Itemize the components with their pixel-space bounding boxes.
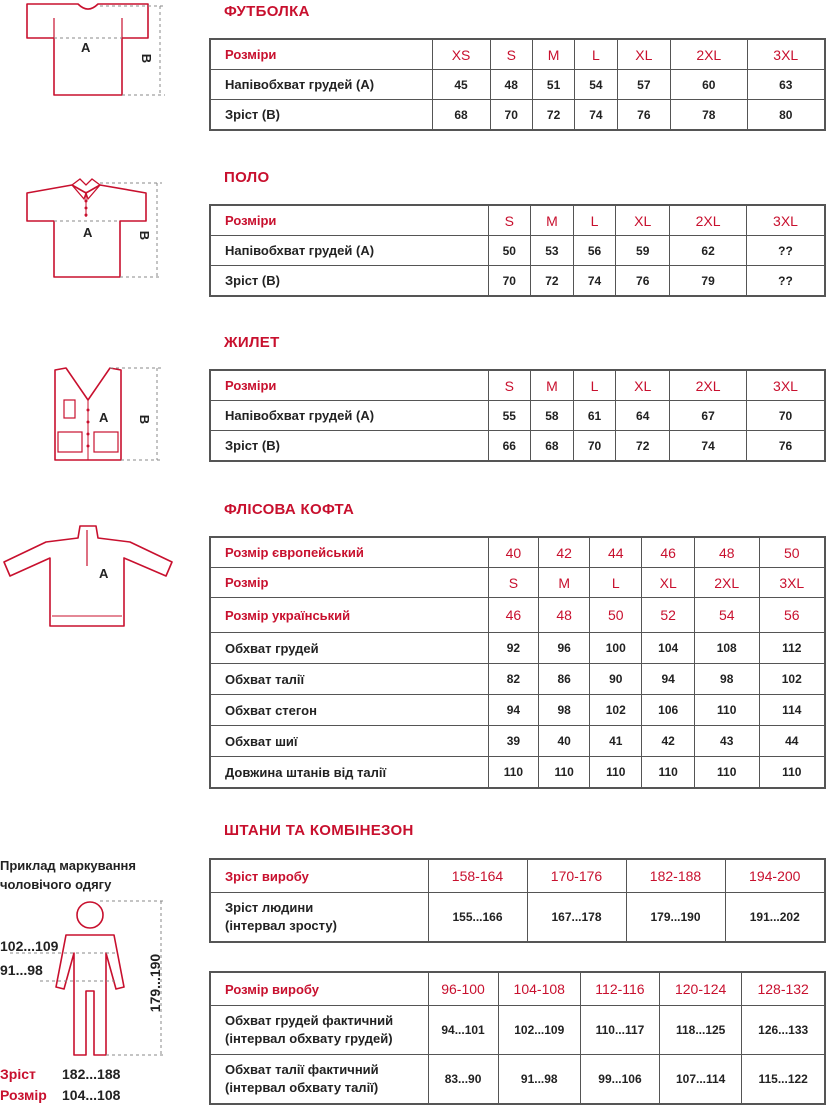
table-row: Обхват грудей 92 96 100 104 108 112: [210, 633, 825, 664]
pants-height-table: [209, 858, 826, 943]
table-row: Розміри S M L XL 2XL 3XL: [210, 370, 825, 401]
vest-title: ЖИЛЕТ: [224, 334, 280, 351]
example-height-range: 179...190: [147, 953, 164, 1013]
table-row: Обхват талії фактичний (інтервал обхвату талії) 83...90 91...98 99...106 107...114 115...122: [210, 1055, 825, 1105]
vest-label-b: B: [137, 414, 153, 425]
vest-label-a: A: [99, 410, 109, 425]
table-row: Розміри S M L XL 2XL 3XL: [210, 205, 825, 236]
table-row: Напівобхват грудей (А) 50 53 56 59 62 ??: [210, 236, 825, 266]
polo-label-a: A: [83, 225, 93, 240]
man-silhouette-icon: [0, 895, 200, 1065]
tshirt-title: ФУТБОЛКА: [224, 3, 310, 20]
tshirt-icon: [0, 0, 200, 110]
table-row: Довжина штанів від талії 110 110 110 110 110 110: [210, 757, 825, 789]
polo-icon: [0, 175, 200, 285]
example-title: Приклад маркування чоловічого одягу: [0, 858, 136, 892]
polo-label-b: B: [137, 230, 153, 241]
fleece-size-table: [209, 536, 826, 789]
fleece-title: ФЛІСОВА КОФТА: [224, 501, 355, 518]
pants-title: ШТАНИ ТА КОМБІНЕЗОН: [224, 822, 414, 839]
tshirt-size-table: [209, 38, 826, 131]
tshirt-label-a: A: [81, 40, 91, 55]
table-row: Розмір європейський 40 42 44 46 48 50: [210, 537, 825, 568]
table-row: Розмір виробу 96-100 104-108 112-116 120-124 128-132: [210, 972, 825, 1006]
table-row: Напівобхват грудей (А) 55 58 61 64 67 70: [210, 401, 825, 431]
polo-title: ПОЛО: [224, 169, 270, 186]
table-row: Обхват талії 82 86 90 94 98 102: [210, 664, 825, 695]
table-row: Обхват стегон 94 98 102 106 110 114: [210, 695, 825, 726]
table-row: Розмір український 46 48 50 52 54 56: [210, 598, 825, 633]
table-row: Обхват грудей фактичний (інтервал обхвату грудей) 94...101 102...109 110...117 118...125 126...133: [210, 1006, 825, 1055]
example-size-value: 104...108: [62, 1087, 121, 1103]
pants-size-table: [209, 971, 826, 1105]
example-height-value: 182...188: [62, 1066, 121, 1082]
fleece-label-a: A: [99, 566, 109, 581]
table-row: Зріст (В) 70 72 74 76 79 ??: [210, 266, 825, 297]
table-row: Зріст (В) 68 70 72 74 76 78 80: [210, 100, 825, 131]
example-waist: 91...98: [0, 962, 43, 978]
polo-size-table: [209, 204, 826, 297]
table-row: Розмір S M L XL 2XL 3XL: [210, 568, 825, 598]
table-row: Зріст виробу 158-164 170-176 182-188 194-200: [210, 859, 825, 893]
example-size-label: Розмір: [0, 1087, 47, 1103]
example-chest: 102...109: [0, 938, 59, 954]
example-height-label: Зріст: [0, 1066, 36, 1082]
table-row: Зріст (В) 66 68 70 72 74 76: [210, 431, 825, 462]
table-row: Зріст людини (інтервал зросту) 155...166 167...178 179...190 191...202: [210, 893, 825, 943]
tshirt-label-b: B: [139, 53, 155, 64]
table-row: Напівобхват грудей (А) 45 48 51 54 57 60 63: [210, 70, 825, 100]
table-row: Розміри XS S M L XL 2XL 3XL: [210, 39, 825, 70]
table-row: Обхват шиї 39 40 41 42 43 44: [210, 726, 825, 757]
vest-size-table: [209, 369, 826, 462]
